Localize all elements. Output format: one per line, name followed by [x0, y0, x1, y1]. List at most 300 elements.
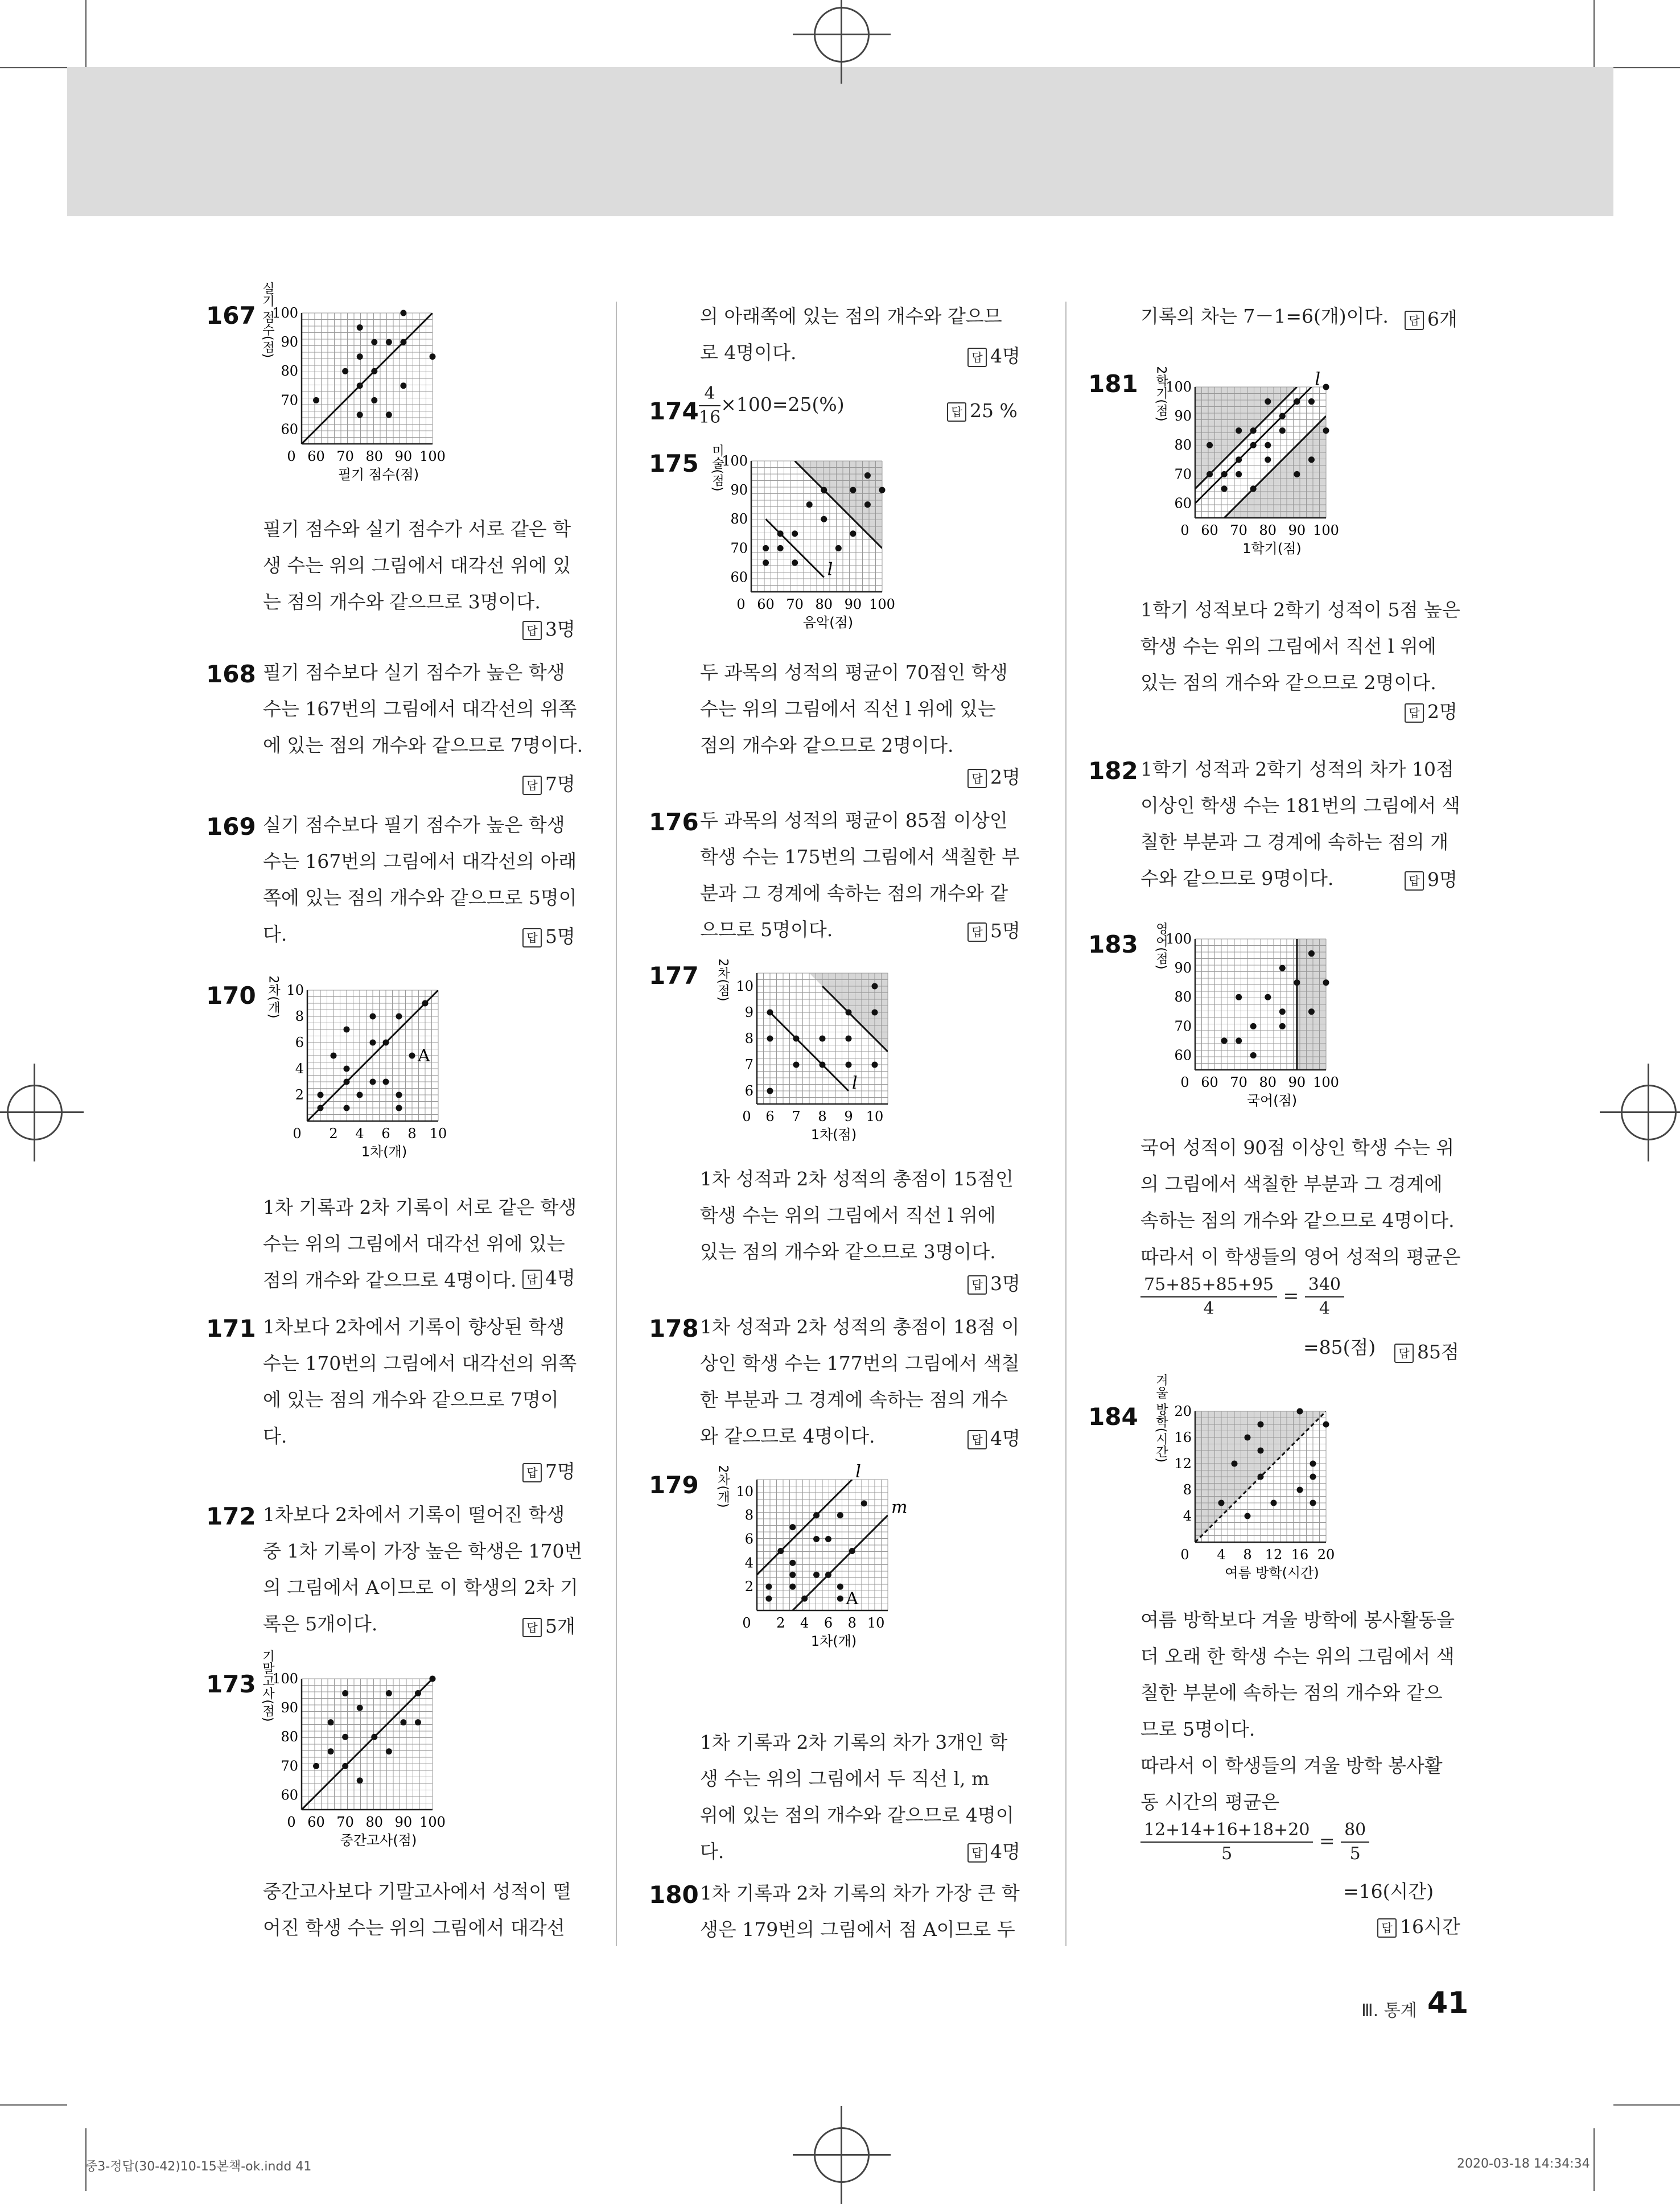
- data-point: [331, 1053, 337, 1059]
- answer-tag-icon: 답: [1405, 871, 1424, 891]
- text-line: 더 오래 한 학생 수는 위의 그림에서 색: [1140, 1645, 1455, 1667]
- reference-line: [757, 1480, 852, 1575]
- text-line: 속하는 점의 개수와 같으므로 4명이다.: [1140, 1209, 1455, 1231]
- text-line: 위에 있는 점의 개수와 같으므로 4명이: [700, 1804, 1014, 1826]
- y-tick-label: 100: [1166, 379, 1192, 395]
- data-point: [825, 1536, 831, 1542]
- y-tick-label: 9: [744, 1004, 753, 1020]
- data-point: [386, 339, 392, 345]
- solution-text: [700, 1875, 1020, 1948]
- scatter-plot: [1133, 922, 1360, 1121]
- column-divider: [1065, 302, 1067, 1946]
- x-axis-label: 국어(점): [1246, 1093, 1298, 1109]
- origin-label: 0: [1180, 522, 1189, 538]
- data-point: [1271, 1500, 1277, 1506]
- answer-tag-icon: 답: [522, 1463, 542, 1482]
- data-point: [1308, 1008, 1315, 1015]
- text-line: 므로 5명이다.: [1140, 1718, 1255, 1740]
- text-line: 학생 수는 175번의 그림에서 색칠한 부: [700, 846, 1020, 868]
- x-tick-label: 4: [1217, 1547, 1226, 1563]
- data-point: [1207, 442, 1213, 448]
- data-point: [801, 1596, 808, 1602]
- data-point: [357, 1777, 363, 1783]
- problem-number: 184: [1088, 1403, 1138, 1431]
- text-line: 1차 성적과 2차 성적의 총점이 15점인: [700, 1168, 1014, 1190]
- y-tick-label: 90: [1174, 960, 1192, 977]
- text-line: 동 시간의 평균은: [1140, 1791, 1280, 1813]
- data-point: [1279, 427, 1286, 434]
- data-point: [872, 1010, 878, 1016]
- line-label: l: [855, 1462, 861, 1482]
- text-line: 생 수는 위의 그림에서 대각선 위에 있: [263, 554, 571, 576]
- y-tick-label: 100: [272, 305, 298, 321]
- problem-number: 174: [649, 397, 699, 425]
- x-axis-label: 1차(개): [810, 1633, 857, 1649]
- point-label: A: [846, 1589, 859, 1609]
- x-axis-label: 1차(개): [361, 1144, 407, 1160]
- data-point: [850, 530, 856, 537]
- x-tick-label: 10: [866, 1109, 884, 1124]
- x-tick-label: 10: [429, 1126, 447, 1142]
- data-point: [837, 1512, 843, 1518]
- data-point: [1232, 1461, 1238, 1467]
- x-tick-label: 70: [1230, 522, 1247, 538]
- text-line: 의 그림에서 A이므로 이 학생의 2차 기: [263, 1576, 579, 1599]
- y-tick-label: 6: [295, 1035, 304, 1050]
- text-line: 상인 학생 수는 177번의 그림에서 색칠: [700, 1352, 1020, 1374]
- text-line: 수는 167번의 그림에서 대각선의 아래: [263, 850, 577, 872]
- x-tick-label: 70: [786, 596, 804, 612]
- y-axis-label: 기말고사(점): [260, 1649, 275, 1722]
- text-line: 필기 점수보다 실기 점수가 높은 학생: [263, 661, 565, 683]
- formula: $\frac{75+85+85+95}{4}$ = $\frac{340}{4}$: [1140, 1274, 1344, 1320]
- answer-box: 답 25 %: [947, 399, 1018, 422]
- data-point: [1265, 442, 1271, 448]
- text-line: 1차 기록과 2차 기록이 서로 같은 학생: [263, 1196, 577, 1218]
- data-point: [820, 1062, 826, 1068]
- text-line: 수와 같으므로 9명이다.: [1140, 867, 1334, 889]
- data-point: [1308, 398, 1315, 405]
- solution-text: [1140, 1602, 1455, 1820]
- data-point: [1310, 1461, 1316, 1467]
- answer-box: 답 3명: [522, 615, 575, 641]
- y-tick-label: 70: [281, 1758, 298, 1774]
- data-point: [344, 1079, 350, 1085]
- section-label: Ⅲ. 통계: [1361, 2001, 1417, 2021]
- data-point: [813, 1512, 820, 1518]
- x-axis-label: 1학기(점): [1242, 541, 1302, 557]
- data-point: [1250, 1052, 1257, 1058]
- text-line: 있는 점의 개수와 같으므로 2명이다.: [1140, 672, 1436, 694]
- text-line: 는 점의 개수와 같으므로 3명이다.: [263, 591, 541, 613]
- data-point: [789, 1572, 796, 1578]
- y-axis-label: 실기 점수(점): [260, 281, 275, 359]
- origin-label: 0: [293, 1126, 302, 1142]
- x-tick-label: 70: [336, 1814, 354, 1830]
- problem-number: 181: [1088, 370, 1138, 398]
- data-point: [813, 1572, 820, 1578]
- y-tick-label: 8: [744, 1507, 753, 1523]
- text-line: 1학기 성적보다 2학기 성적이 5점 높은: [1140, 599, 1460, 621]
- formula: $\frac{4}{16}$ ×100=25(%): [699, 384, 845, 427]
- y-tick-label: 80: [281, 363, 298, 380]
- answer-tag-icon: 답: [1405, 311, 1424, 330]
- data-point: [386, 1748, 392, 1754]
- chart-c181: [1133, 366, 1360, 571]
- x-tick-label: 100: [419, 448, 446, 464]
- data-point: [789, 1584, 796, 1590]
- x-tick-label: 8: [847, 1615, 857, 1631]
- registration-mark-right: [1621, 1085, 1677, 1140]
- answer-box: 답 5명: [967, 916, 1020, 943]
- y-tick-label: 90: [1174, 408, 1192, 425]
- data-point: [789, 1524, 796, 1530]
- data-point: [400, 339, 406, 345]
- y-tick-label: 8: [295, 1008, 304, 1024]
- data-point: [777, 1548, 784, 1554]
- solution-text: [263, 1873, 571, 1946]
- x-tick-label: 60: [1201, 522, 1218, 538]
- text-line: 1차 기록과 2차 기록의 차가 3개인 학: [700, 1731, 1008, 1753]
- data-point: [1245, 1513, 1251, 1519]
- problem-number: 173: [206, 1670, 256, 1698]
- text-line: 점의 개수와 같으므로 4명이다.: [263, 1269, 517, 1291]
- y-axis-label: 겨울 방학(시간): [1154, 1373, 1168, 1463]
- problem-number: 182: [1088, 757, 1138, 785]
- crop-mark: [85, 0, 87, 67]
- origin-label: 0: [736, 596, 746, 612]
- x-tick-label: 6: [381, 1126, 390, 1142]
- data-point: [357, 1705, 363, 1711]
- text-line: 국어 성적이 90점 이상인 학생 수는 위: [1140, 1136, 1455, 1159]
- data-point: [1323, 427, 1329, 434]
- data-point: [386, 411, 392, 418]
- data-point: [813, 1536, 820, 1542]
- answer-box: 답 4명: [522, 1263, 575, 1290]
- y-tick-label: 4: [295, 1061, 304, 1077]
- data-point: [872, 1062, 878, 1068]
- data-point: [793, 1062, 800, 1068]
- text-line: 실기 점수보다 필기 점수가 높은 학생: [263, 814, 565, 836]
- data-point: [1308, 456, 1315, 463]
- text-line: 1학기 성적과 2학기 성적의 차가 10점: [1140, 758, 1454, 780]
- solution-text: [1140, 592, 1460, 701]
- x-tick-label: 8: [818, 1109, 827, 1124]
- text-line: 으므로 5명이다.: [700, 918, 833, 941]
- answer-box: 답 6개: [1405, 304, 1457, 331]
- column-divider: [616, 302, 617, 1946]
- answer-tag-icon: 답: [522, 776, 542, 795]
- data-point: [864, 501, 871, 508]
- x-tick-label: 100: [1313, 1074, 1339, 1090]
- formula: $\frac{12+14+16+18+20}{5}$ = $\frac{80}{5}$: [1140, 1819, 1369, 1865]
- crop-mark: [0, 67, 67, 68]
- origin-label: 0: [287, 1814, 296, 1830]
- x-tick-label: 70: [336, 448, 354, 464]
- data-point: [835, 545, 842, 551]
- data-point: [400, 1719, 406, 1725]
- origin-label: 0: [1180, 1074, 1189, 1090]
- data-point: [1207, 471, 1213, 477]
- y-tick-label: 2: [744, 1579, 753, 1595]
- y-axis-label: 2차(점): [715, 958, 730, 1002]
- scatter-plot: [239, 1649, 467, 1861]
- data-point: [422, 1000, 429, 1007]
- answer-box: 답 3명: [967, 1269, 1020, 1296]
- problem-number: 170: [206, 982, 256, 1010]
- data-point: [765, 1584, 772, 1590]
- y-tick-label: 70: [1174, 466, 1192, 483]
- x-tick-label: 70: [1230, 1074, 1247, 1090]
- y-tick-label: 12: [1174, 1456, 1192, 1472]
- text-line: 수는 170번의 그림에서 대각선의 위쪽: [263, 1352, 577, 1374]
- data-point: [864, 472, 871, 479]
- x-tick-label: 2: [329, 1126, 338, 1142]
- text-line: 1차 기록과 2차 기록의 차가 가장 큰 학: [700, 1882, 1020, 1904]
- y-tick-label: 80: [281, 1729, 298, 1745]
- answer-box: 답 4명: [967, 1424, 1020, 1451]
- x-tick-label: 80: [1259, 522, 1277, 538]
- data-point: [767, 1088, 773, 1094]
- formula-result: =16(시간): [1343, 1880, 1434, 1902]
- text-line: 학생 수는 위의 그림에서 직선 l 위에: [700, 1204, 996, 1226]
- x-tick-label: 2: [776, 1615, 785, 1631]
- page-number: 41: [1427, 1986, 1469, 2020]
- y-tick-label: 80: [1174, 437, 1192, 454]
- text-line: 다.: [263, 1425, 287, 1447]
- data-point: [1265, 994, 1271, 1000]
- solution-text: [263, 1309, 577, 1455]
- x-tick-label: 80: [815, 596, 833, 612]
- data-point: [1265, 456, 1271, 463]
- data-point: [1310, 1474, 1316, 1480]
- y-axis-label: 미술(점): [710, 444, 724, 492]
- data-point: [1258, 1448, 1264, 1454]
- y-tick-label: 4: [744, 1555, 753, 1571]
- y-tick-label: 60: [281, 421, 298, 438]
- data-point: [396, 1092, 402, 1098]
- data-point: [1279, 965, 1286, 971]
- x-tick-label: 100: [1313, 522, 1339, 538]
- x-tick-label: 4: [355, 1126, 364, 1142]
- data-point: [328, 1719, 334, 1725]
- x-tick-label: 10: [867, 1615, 885, 1631]
- origin-label: 0: [742, 1109, 751, 1124]
- data-point: [846, 1062, 852, 1068]
- footer-file: 중3-정답(30-42)10-15본책-ok.indd 41: [85, 2160, 312, 2174]
- chart-c179: [694, 1462, 922, 1664]
- problem-number: 168: [206, 660, 256, 688]
- data-point: [357, 411, 363, 418]
- data-point: [342, 368, 348, 374]
- scatter-plot: [694, 958, 922, 1155]
- data-point: [415, 1719, 421, 1725]
- solution-text: [1140, 1130, 1461, 1275]
- answer-tag-icon: 답: [967, 1843, 987, 1863]
- data-point: [821, 487, 827, 493]
- scatter-plot: [1133, 366, 1360, 569]
- data-point: [1265, 398, 1271, 405]
- registration-mark-left: [7, 1085, 63, 1140]
- crop-mark: [1613, 2104, 1680, 2106]
- answer-tag-icon: 답: [1405, 703, 1424, 723]
- x-tick-label: 4: [800, 1615, 809, 1631]
- text-line: 학생 수는 위의 그림에서 직선 l 위에: [1140, 635, 1436, 657]
- reference-line: [766, 519, 824, 577]
- y-tick-label: 10: [286, 982, 304, 998]
- data-point: [1279, 1008, 1286, 1015]
- text-line: 있는 점의 개수와 같으므로 3명이다.: [700, 1241, 996, 1263]
- scatter-plot: [1133, 1373, 1360, 1593]
- origin-label: 0: [742, 1615, 751, 1631]
- data-point: [1245, 1435, 1251, 1441]
- text-line: 기록의 차는 7－1=6(개)이다.: [1140, 305, 1389, 327]
- data-point: [371, 1734, 377, 1740]
- y-tick-label: 6: [744, 1083, 753, 1099]
- data-point: [846, 1010, 852, 1016]
- data-point: [777, 530, 784, 537]
- data-point: [344, 1027, 350, 1033]
- data-point: [1297, 1487, 1303, 1493]
- data-point: [789, 1560, 796, 1566]
- data-point: [344, 1066, 350, 1072]
- solution-text: [263, 654, 583, 764]
- data-point: [1221, 471, 1228, 477]
- text-line: 다.: [263, 923, 287, 945]
- y-axis-label: 2차(개): [266, 975, 281, 1019]
- x-axis-label: 1차(점): [810, 1127, 857, 1143]
- data-point: [767, 1036, 773, 1042]
- data-point: [1323, 1422, 1329, 1428]
- chart-c167: [239, 281, 467, 497]
- origin-label: 0: [287, 448, 296, 464]
- data-point: [1279, 413, 1286, 419]
- solution-text: [700, 1161, 1014, 1270]
- scatter-plot: [239, 281, 467, 495]
- y-tick-label: 100: [1166, 931, 1192, 947]
- data-point: [400, 310, 406, 316]
- data-point: [1236, 456, 1242, 463]
- text-line: 칠한 부분에 속하는 점의 개수와 같으: [1140, 1682, 1443, 1704]
- line-label: l: [1315, 369, 1321, 389]
- answer-tag-icon: 답: [967, 348, 987, 367]
- y-tick-label: 70: [281, 392, 298, 409]
- data-point: [837, 1596, 843, 1602]
- x-axis-label: 음악(점): [802, 615, 854, 631]
- x-tick-label: 90: [394, 448, 413, 464]
- answer-box: 답 2명: [967, 763, 1020, 789]
- data-point: [1236, 994, 1242, 1000]
- x-tick-label: 80: [1259, 1074, 1277, 1090]
- x-tick-label: 60: [757, 596, 775, 612]
- y-tick-label: 10: [736, 1483, 753, 1499]
- problem-number: 176: [649, 808, 699, 836]
- text-line: 에 있는 점의 개수와 같으므로 7명이: [263, 1389, 559, 1411]
- data-point: [371, 339, 377, 345]
- data-point: [1250, 1023, 1257, 1029]
- y-tick-label: 6: [744, 1531, 753, 1547]
- y-tick-label: 60: [1174, 495, 1192, 512]
- data-point: [370, 1040, 376, 1046]
- text-line: 칠한 부분과 그 경계에 속하는 점의 개: [1140, 831, 1449, 853]
- data-point: [763, 545, 769, 551]
- scatter-plot: [245, 975, 472, 1172]
- y-tick-label: 4: [1183, 1508, 1192, 1524]
- x-tick-label: 90: [844, 596, 862, 612]
- x-tick-label: 90: [1288, 522, 1306, 538]
- data-point: [1258, 1474, 1264, 1480]
- x-tick-label: 90: [394, 1814, 413, 1830]
- problem-number: 172: [206, 1502, 256, 1530]
- text-line: 분과 그 경계에 속하는 점의 개수와 같: [700, 882, 1008, 904]
- y-tick-label: 8: [744, 1031, 753, 1047]
- data-point: [370, 1014, 376, 1020]
- text-line: 이상인 학생 수는 181번의 그림에서 색: [1140, 794, 1460, 817]
- answer-tag-icon: 답: [522, 621, 542, 640]
- problem-number: 177: [649, 962, 699, 990]
- problem-number: 171: [206, 1315, 256, 1342]
- x-tick-label: 90: [1288, 1074, 1306, 1090]
- crop-mark: [1613, 67, 1680, 68]
- y-axis-label: 2학기(점): [1154, 366, 1168, 422]
- data-point: [357, 1092, 363, 1098]
- data-point: [430, 353, 436, 360]
- data-point: [763, 559, 769, 566]
- crop-mark: [1593, 2128, 1595, 2191]
- y-tick-label: 80: [1174, 989, 1192, 1006]
- data-point: [767, 1010, 773, 1016]
- x-tick-label: 12: [1265, 1547, 1283, 1563]
- y-tick-label: 60: [730, 569, 748, 586]
- x-tick-label: 60: [307, 1814, 325, 1830]
- x-axis-label: 중간고사(점): [340, 1832, 417, 1848]
- point-label: A: [418, 1046, 430, 1066]
- data-point: [1294, 398, 1300, 405]
- chart-c175: [689, 444, 916, 645]
- text-line: 여름 방학보다 겨울 방학에 봉사활동을: [1140, 1609, 1455, 1631]
- data-point: [792, 530, 798, 537]
- data-point: [1297, 1408, 1303, 1415]
- data-point: [344, 1105, 350, 1111]
- x-tick-label: 60: [307, 448, 325, 464]
- answer-box: 답 16시간: [1377, 1912, 1460, 1939]
- answer-tag-icon: 답: [967, 1275, 987, 1295]
- x-tick-label: 100: [869, 596, 895, 612]
- data-point: [342, 1763, 348, 1769]
- data-point: [328, 1748, 334, 1754]
- text-line: 두 과목의 성적의 평균이 85점 이상인: [700, 809, 1008, 831]
- data-point: [1250, 485, 1257, 492]
- text-line: 1차보다 2차에서 기록이 떨어진 학생: [263, 1503, 565, 1526]
- footer-timestamp: 2020-03-18 14:34:34: [1457, 2157, 1590, 2171]
- text-line: 중간고사보다 기말고사에서 성적이 떨: [263, 1880, 571, 1902]
- y-axis-label: 영어(점): [1154, 922, 1168, 970]
- data-point: [850, 487, 856, 493]
- x-tick-label: 9: [844, 1109, 853, 1124]
- solution-text: [700, 654, 1008, 764]
- scatter-plot: [694, 1462, 922, 1662]
- y-tick-label: 8: [1183, 1482, 1192, 1498]
- solution-text: [700, 1724, 1014, 1870]
- data-point: [430, 1676, 436, 1682]
- data-point: [1250, 442, 1257, 448]
- y-tick-label: 100: [272, 1671, 298, 1687]
- solution-text: [263, 511, 571, 620]
- text-line: 점의 개수와 같으므로 2명이다.: [700, 734, 954, 756]
- x-tick-label: 80: [365, 448, 384, 464]
- data-point: [777, 545, 784, 551]
- chart-c177: [694, 958, 922, 1157]
